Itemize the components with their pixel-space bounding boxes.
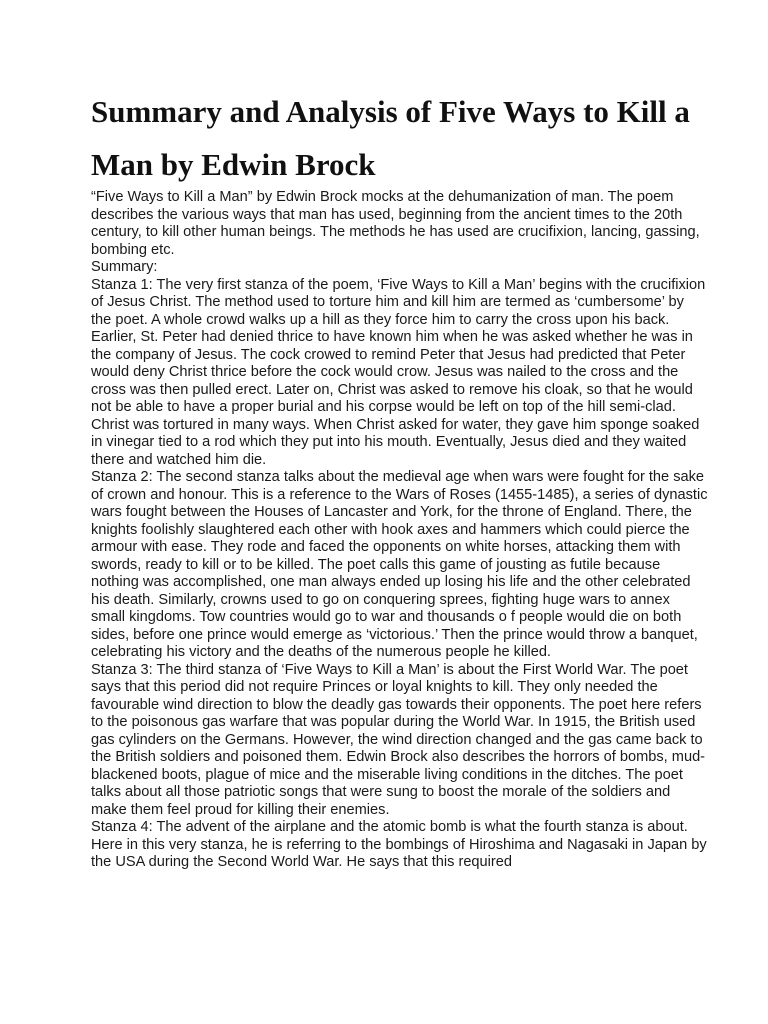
- intro-paragraph: “Five Ways to Kill a Man” by Edwin Brock mocks at the dehumanization of man. The poem describes the various ways that man has used, beginning from the ancient times to the 20th century, to kill other human beings. The methods he has used are crucifixion, lancing, gassing, bombing etc.: [91, 189, 700, 258]
- stanza-4-paragraph: Stanza 4: The advent of the airplane and the atomic bomb is what the fourth stanza is about. Here in this very stanza, he is referring to the bombings of Hiroshima and Nagasaki in Japan by the USA during the Second World War. He says that this required: [91, 819, 707, 871]
- stanza-3-paragraph: Stanza 3: The third stanza of ‘Five Ways to Kill a Man’ is about the First World War. The poet says that this period did not require Princes or loyal knights to kill. They only needed the favourable wind direction to blow the deadly gas towards their opponents. The poet here refers to the poisonous gas warfare that was popular during the World War. In 1915, the British used gas cylinders on the Germans. However, the wind direction changed and the gas came back to the British soldiers and poisoned them. Edwin Brock also describes the horrors of bombs, mud-blackened boots, plague of mice and the miserable living conditions in the ditches. The poet talks about all those patriotic songs that were sung to boost the morale of the soldiers and make them feel proud for killing their enemies.: [91, 661, 706, 818]
- document-title: Summary and Analysis of Five Ways to Kill a Man by Edwin Brock: [91, 94, 690, 182]
- stanza-2-paragraph: Stanza 2: The second stanza talks about the medieval age when wars were fought for the sake of crown and honour. This is a reference to the Wars of Roses (1455-1485), a series of dynastic wars fought between the Houses of Lancaster and York, for the throne of England. There, the knights foolishly slaughtered each other with hook axes and hammers which could pierce the armour with ease. They rode and faced the opponents on white horses, attacking them with swords, ready to kill or to be killed. The poet calls this game of jousting as futile because nothing was accomplished, one man always ended up losing his life and the other celebrated his death. Similarly, crowns used to go on conquering sprees, fighting huge wars to annex small kingdoms. Tow countries would go to war and thousands o f people would die on both sides, before one prince would emerge as ‘victorious.’ Then the prince would throw a banquet, celebrating his victory and the deaths of the numerous people he killed.: [91, 469, 708, 661]
- stanza-1-paragraph: Stanza 1: The very first stanza of the poem, ‘Five Ways to Kill a Man’ begins with the crucifixion of Jesus Christ. The method used to torture him and kill him are termed as ‘cumbersome’ by the poet. A whole crowd walks up a hill as they force him to carry the cross upon his back. Earlier, St. Peter had denied thrice to have known him when he was asked whether he was in the company of Jesus. The cock crowed to remind Peter that Jesus had predicted that Peter would deny Christ thrice before the cock would crow. Jesus was nailed to the cross and the cross was then pulled erect. Later on, Christ was asked to remove his cloak, so that he would not be able to have a proper burial and his corpse would be left on top of the hill semi-clad. Christ was tortured in many ways. When Christ asked for water, they gave him sponge soaked in vinegar tied to a rod which they put into his mouth. Eventually, Jesus died and they waited there and watched him die.: [91, 276, 706, 468]
- summary-heading: Summary:: [91, 259, 158, 276]
- document-body: [91, 189, 708, 872]
